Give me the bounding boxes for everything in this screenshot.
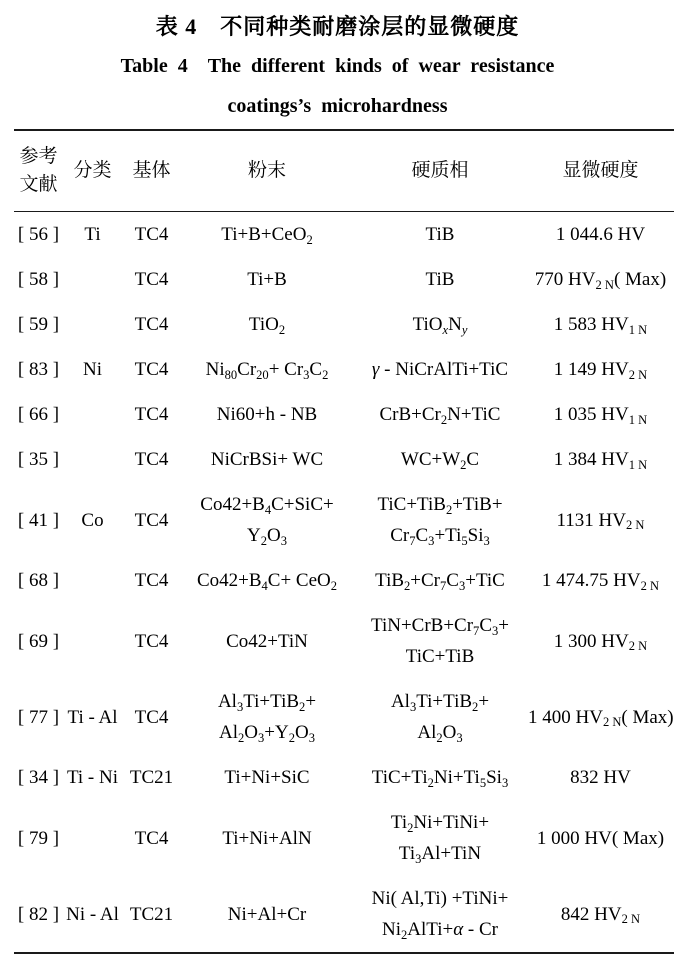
cell-hard_phase: TiC+TiB$_2$+TiB+ $Cr_7C_3+Ti_5Si_3$: [377, 494, 503, 548]
cell-ref: [ 66 ]: [17, 404, 60, 425]
table-row: [14, 755, 674, 800]
table-row: [14, 679, 674, 755]
cell-hardness: 1 044.6 HV: [555, 224, 646, 245]
header-cell-hard-phase: 硬质相: [353, 130, 527, 212]
cell-ref: [ 58 ]: [17, 269, 60, 290]
cell-substrate: TC4: [134, 269, 169, 290]
cell-hardness: 832 HV: [570, 767, 631, 788]
cell-hard_phase: Ni( Al,Ti) +TiNi+ $Ni_2AlTi+\alpha - Cr$: [371, 888, 509, 942]
cell-hard_phase: TiB: [425, 224, 455, 245]
cell-hard_phase: γ - NiCrAlTi+TiC: [371, 359, 509, 380]
cell-powder: Ni+Al+Cr: [227, 903, 307, 925]
cell-powder: $Al_3Ti+TiB_2+$ $Al_2O_3+Y_2O_3$: [217, 691, 317, 745]
cell-substrate: TC4: [134, 630, 169, 652]
table-caption: [0, 0, 675, 126]
cell-ref: [ 41 ]: [17, 509, 60, 531]
cell-powder: $Co42+B_4C+ CeO_2$: [196, 570, 338, 593]
cell-category: [63, 603, 122, 679]
table-header: [14, 130, 674, 212]
table-row: [14, 392, 674, 437]
cell-powder: Ti+B+CeO$_2$: [221, 224, 313, 247]
cell-powder: Ni60+h - NB: [216, 404, 318, 425]
cell-category: Ni - Al: [66, 903, 119, 925]
cell-category: [63, 257, 122, 302]
cell-hard_phase: $WC+W_2C$: [400, 449, 480, 472]
cell-powder: Ti+B: [247, 269, 287, 290]
cell-hardness: 1 384 $HV_{1 N}$: [553, 449, 648, 472]
cell-substrate: TC4: [134, 570, 169, 591]
header-row: [14, 130, 674, 212]
cell-hardness: 1 474.75 $HV_{2 N}$: [541, 570, 660, 593]
cell-ref: [ 35 ]: [17, 449, 60, 470]
table-row: [14, 482, 674, 558]
cell-category: Ti: [84, 224, 101, 245]
table-row: [14, 302, 674, 347]
table-row: [14, 876, 674, 953]
cell-substrate: TC21: [129, 903, 174, 925]
cell-substrate: TC21: [129, 767, 174, 788]
cell-hardness: 1 149 $HV_{2 N}$: [553, 359, 648, 382]
cell-substrate: TC4: [134, 509, 169, 531]
table-row: [14, 437, 674, 482]
cell-ref: [ 79 ]: [17, 827, 60, 849]
header-cell-category: 分类: [63, 130, 122, 212]
cell-category: [63, 558, 122, 603]
cell-powder: NiCrBSi+ WC: [210, 449, 324, 470]
cell-category: Ti - Al: [67, 706, 118, 728]
cell-category: Ni: [83, 359, 102, 380]
table-body: [14, 212, 674, 954]
header-cell-powder: 粉末: [181, 130, 353, 212]
cell-substrate: TC4: [134, 827, 169, 849]
cell-hard_phase: $TiB_2+Cr_7C_3+TiC$: [375, 570, 505, 593]
table-row: [14, 347, 674, 392]
cell-hardness: 1 583 $HV_{1 N}$: [553, 314, 648, 337]
table-row: [14, 558, 674, 603]
cell-powder: $Ni_{80}Cr_{20}+ Cr_3C_2$: [205, 359, 329, 382]
cell-powder: $Co42+B_4C+SiC+$ $Y_2O_3$: [200, 494, 334, 548]
cell-ref: [ 83 ]: [17, 359, 60, 380]
microhardness-table: [14, 129, 674, 954]
cell-powder: Ti+Ni+AlN: [222, 827, 312, 849]
cell-category: [63, 800, 122, 876]
cell-ref: [ 69 ]: [17, 630, 60, 652]
cell-hard_phase: $TiO_xN_y$: [412, 314, 468, 337]
cell-ref: [ 82 ]: [17, 903, 60, 925]
cell-category: Ti - Ni: [66, 767, 119, 788]
cell-ref: [ 77 ]: [17, 706, 60, 728]
cell-category: [63, 392, 122, 437]
cell-hard_phase: $Ti_2Ni+TiNi+$ $Ti_3Al+TiN$: [390, 812, 490, 866]
cell-powder: Ti+Ni+SiC: [224, 767, 310, 788]
cell-hardness: 842 $HV_{2 N}$: [560, 903, 641, 926]
cell-hardness: 1 300 $HV_{2 N}$: [553, 630, 648, 653]
cell-hardness: 1 400 $HV_{2 N}$( Max): [528, 706, 674, 729]
table-row: [14, 800, 674, 876]
cell-hard_phase: TiB: [425, 269, 455, 290]
cell-ref: [ 59 ]: [17, 314, 60, 335]
cell-substrate: TC4: [134, 449, 169, 470]
cell-hardness: 770 $HV_{2 N}$( Max): [534, 269, 667, 292]
cell-hard_phase: $TiC+Ti_2Ni+Ti_5Si_3$: [371, 767, 509, 790]
cell-substrate: TC4: [134, 404, 169, 425]
caption-title-zh: 表 4 不同种类耐磨涂层的显微硬度: [155, 14, 520, 39]
cell-substrate: TC4: [134, 359, 169, 380]
cell-hard_phase: $CrB+Cr_2N+TiC$: [379, 404, 501, 427]
cell-hardness: 1 000 HV( Max): [536, 827, 665, 849]
header-cell-microhardness: 显微硬度: [527, 130, 674, 212]
header-cell-substrate: 基体: [122, 130, 181, 212]
cell-category: [63, 302, 122, 347]
header-cell-reference: 参考 文献: [14, 130, 63, 212]
cell-substrate: TC4: [134, 314, 169, 335]
table-row: [14, 257, 674, 302]
table-row: [14, 212, 674, 258]
cell-ref: [ 56 ]: [17, 224, 60, 245]
cell-hardness: 1 035 $HV_{1 N}$: [553, 404, 648, 427]
caption-title-en-line2: coatings’s microhardness: [227, 95, 448, 117]
cell-ref: [ 34 ]: [17, 767, 60, 788]
cell-category: Co: [81, 509, 104, 531]
table-row: [14, 603, 674, 679]
cell-hard_phase: $TiN+CrB+Cr_7C_3+$ TiC+TiB: [371, 615, 509, 667]
caption-title-en-line1: Table 4 The different kinds of wear resistance: [120, 55, 555, 77]
cell-substrate: TC4: [134, 224, 169, 245]
cell-hard_phase: $Al_3Ti+TiB_2+$ $Al_2O_3$: [390, 691, 490, 745]
cell-ref: [ 68 ]: [17, 570, 60, 591]
cell-powder: Co42+TiN: [226, 630, 308, 652]
cell-hardness: 1131 $HV_{2 N}$: [556, 509, 645, 532]
cell-category: [63, 437, 122, 482]
cell-powder: TiO$_2$: [248, 314, 286, 337]
cell-substrate: TC4: [134, 706, 169, 728]
